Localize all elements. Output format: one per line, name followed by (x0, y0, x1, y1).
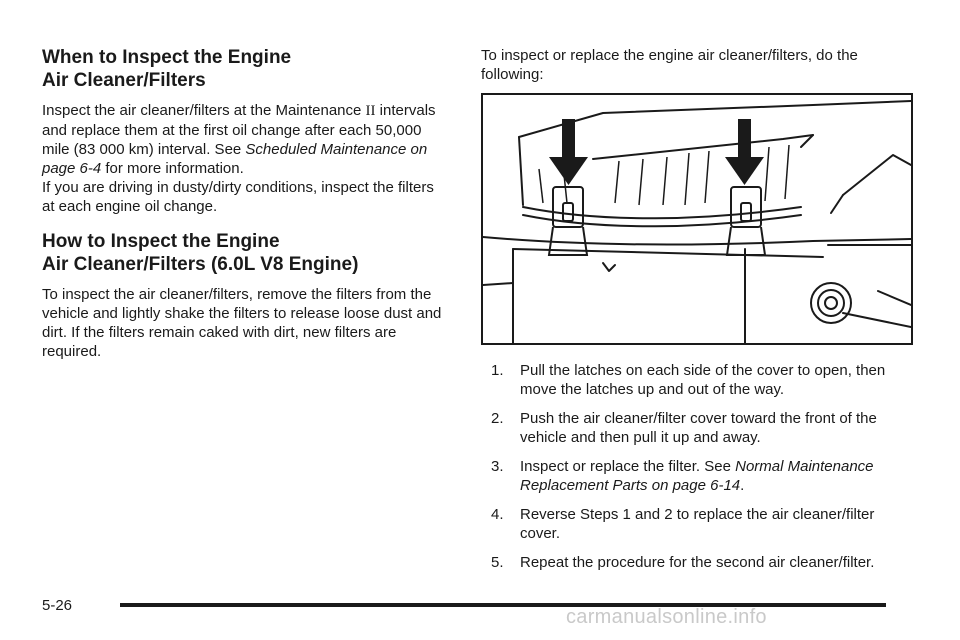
left-column (42, 46, 442, 361)
step-item: 1. Pull the latches on each side of the cover to open, then move the latches up and out of the way. (491, 362, 886, 398)
step-item: 2. Push the air cleaner/filter cover toward the front of the vehicle and then pull it up and away. (491, 410, 877, 446)
right-column (481, 46, 901, 582)
page-number: 5-26 (42, 597, 73, 614)
procedure-steps (481, 361, 901, 572)
air-cleaner-drawing (483, 95, 911, 343)
intro-paragraph: To inspect or replace the engine air cleaner/filters, do the following: (481, 47, 858, 83)
section-heading-how-to-inspect: How to Inspect the Engine Air Cleaner/Filters (6.0L V8 Engine) (42, 231, 359, 275)
section-heading-when-to-inspect: When to Inspect the Engine Air Cleaner/Filters (42, 47, 292, 91)
scheduled-maintenance-reference[interactable]: Scheduled Maintenance on page 6-4 (42, 141, 428, 177)
footer-rule (120, 603, 886, 607)
dusty-conditions-paragraph: If you are driving in dusty/dirty conditions, inspect the filters at each engine oil change. (42, 179, 434, 215)
step-item: 5. Repeat the procedure for the second air cleaner/filter. (491, 554, 875, 571)
step-item: 4. Reverse Steps 1 and 2 to replace the air cleaner/filter cover. (491, 506, 875, 542)
inspection-interval-paragraph: Inspect the air cleaner/filters at the Maintenance II intervals and replace them at the first oil change after each 50,000 mile (83 000 km) interval. See Scheduled Maintenance on page 6-4 for more information. (42, 102, 436, 177)
air-cleaner-illustration (481, 93, 913, 345)
normal-maintenance-reference[interactable]: Normal Maintenance Replacement Parts on page 6-14 (520, 458, 874, 494)
step-item: 3. Inspect or replace the filter. See Normal Maintenance Replacement Parts on page 6-14. (491, 458, 874, 494)
watermark-text: carmanualsonline.info (566, 606, 767, 628)
inspect-procedure-paragraph: To inspect the air cleaner/filters, remove the filters from the vehicle and lightly shake the filters to release loose dust and dirt. If the filters remain caked with dirt, new filters are required. (42, 286, 442, 360)
